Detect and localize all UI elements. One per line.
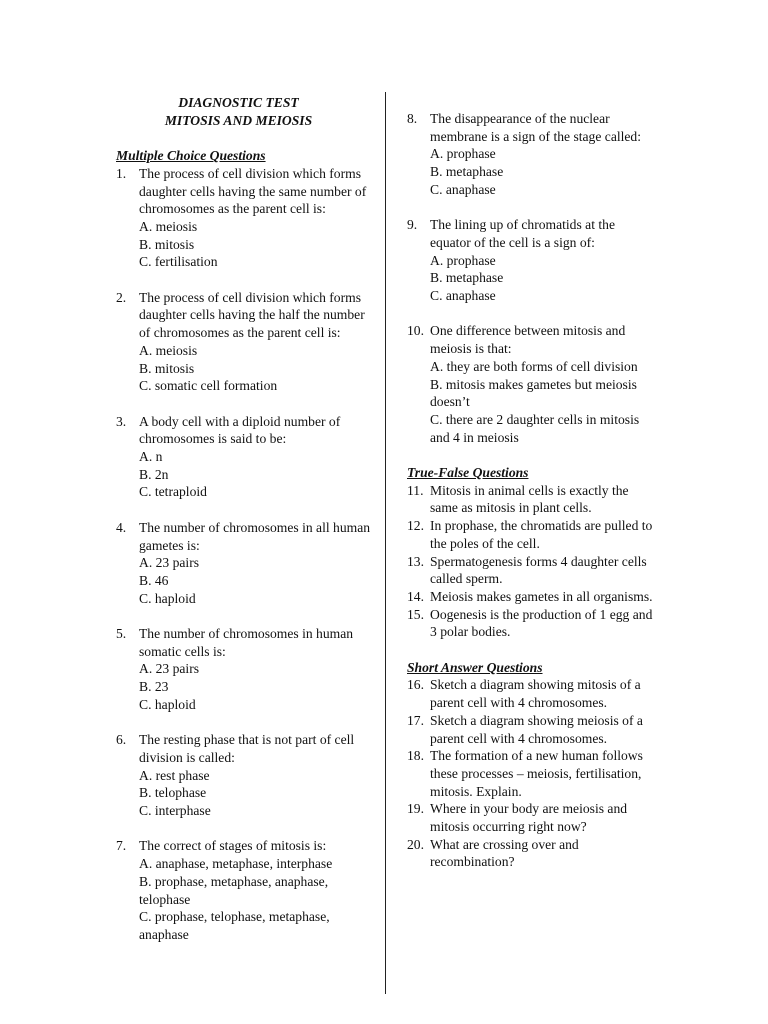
- question-number: 3.: [116, 413, 127, 429]
- question-number: 8.: [407, 111, 418, 126]
- question-9: [407, 216, 657, 305]
- question-number: 16.: [407, 677, 424, 693]
- question-number: 1.: [116, 165, 127, 181]
- question-13: [407, 553, 657, 588]
- question-text: In prophase, the chromatids are pulled to the poles of the cell.: [430, 518, 653, 551]
- question-17: [407, 712, 657, 747]
- option-a: A. prophase: [430, 146, 496, 162]
- question-number: 17.: [407, 712, 424, 728]
- question-16: [407, 676, 657, 711]
- option-c: C. anaphase: [430, 181, 496, 197]
- question-15: [407, 606, 657, 641]
- question-number: 11.: [407, 482, 424, 498]
- option-a: A. anaphase, metaphase, interphase: [139, 856, 333, 872]
- question-number: 7.: [116, 838, 127, 854]
- question-18: [407, 747, 657, 800]
- question-8: [407, 110, 657, 199]
- left-column: [116, 94, 374, 944]
- option-c: C. anaphase: [430, 288, 496, 304]
- question-text: The correct of stages of mitosis is:: [139, 838, 327, 854]
- test-title: [116, 94, 361, 129]
- question-text: Sketch a diagram showing mitosis of a parent cell with 4 chromosomes.: [430, 677, 641, 711]
- option-a: A. meiosis: [139, 342, 198, 358]
- option-b: B. 23: [139, 679, 169, 695]
- option-a: A. rest phase: [139, 767, 210, 783]
- option-c: C. prophase, telophase, metaphase, anaphase: [139, 909, 330, 942]
- question-number: 15.: [407, 606, 424, 622]
- question-19: [407, 800, 657, 835]
- question-10: [407, 322, 657, 446]
- question-7: [116, 837, 374, 943]
- question-text: The lining up of chromatids at the equator of the cell is a sign of:: [430, 217, 615, 250]
- question-number: 14.: [407, 588, 424, 604]
- option-b: B. 2n: [139, 466, 169, 482]
- option-a: A. n: [139, 449, 163, 465]
- question-number: 6.: [116, 732, 127, 748]
- sa-heading: Short Answer Questions: [407, 659, 543, 675]
- question-1: [116, 165, 374, 271]
- option-b: B. mitosis makes gametes but meiosis doesn’t: [430, 376, 637, 410]
- title-line-1: DIAGNOSTIC TEST: [178, 95, 299, 110]
- mc-heading: Multiple Choice Questions: [116, 148, 266, 164]
- question-14: [407, 588, 657, 606]
- option-c: C. haploid: [139, 590, 196, 606]
- option-c: C. interphase: [139, 803, 211, 819]
- question-text: One difference between mitosis and meiosis is that:: [430, 323, 626, 357]
- question-number: 19.: [407, 801, 424, 817]
- option-c: C. fertilisation: [139, 254, 218, 270]
- option-b: B. telophase: [139, 785, 207, 801]
- option-b: B. metaphase: [430, 270, 504, 286]
- option-a: A. 23 pairs: [139, 555, 200, 571]
- question-12: [407, 517, 657, 552]
- column-divider: [385, 92, 386, 994]
- option-b: B. 46: [139, 572, 169, 588]
- option-a: A. they are both forms of cell division: [430, 358, 638, 374]
- question-4: [116, 519, 374, 608]
- question-number: 18.: [407, 748, 424, 764]
- option-c: C. tetraploid: [139, 484, 207, 500]
- question-3: [116, 413, 374, 502]
- question-11: [407, 482, 657, 517]
- question-text: The number of chromosomes in human somatic cells is:: [139, 626, 354, 659]
- question-text: The resting phase that is not part of cell division is called:: [139, 732, 355, 765]
- question-number: 10.: [407, 323, 424, 339]
- question-text: Meiosis makes gametes in all organisms.: [430, 588, 653, 604]
- option-b: B. mitosis: [139, 236, 195, 252]
- question-text: What are crossing over and recombination?: [430, 836, 579, 870]
- option-c: C. haploid: [139, 696, 196, 712]
- question-text: Where in your body are meiosis and mitosis occurring right now?: [430, 801, 628, 835]
- question-6: [116, 731, 374, 820]
- option-b: B. metaphase: [430, 164, 504, 180]
- option-b: B. mitosis: [139, 360, 195, 376]
- option-a: A. meiosis: [139, 218, 198, 234]
- question-20: [407, 836, 657, 871]
- question-5: [116, 625, 374, 714]
- question-text: Mitosis in animal cells is exactly the same as mitosis in plant cells.: [430, 482, 629, 516]
- question-text: The process of cell division which forms daughter cells having the same number of chromosomes as the parent cell is:: [139, 165, 367, 217]
- question-text: The formation of a new human follows these processes – meiosis, fertilisation, mitosis. Explain.: [430, 748, 643, 799]
- option-c: C. there are 2 daughter cells in mitosis and 4 in meiosis: [430, 411, 640, 445]
- option-a: A. prophase: [430, 252, 496, 268]
- title-line-2: MITOSIS AND MEIOSIS: [164, 112, 313, 128]
- question-number: 4.: [116, 519, 127, 535]
- question-text: A body cell with a diploid number of chromosomes is said to be:: [139, 413, 341, 447]
- option-c: C. somatic cell formation: [139, 378, 278, 394]
- question-text: The disappearance of the nuclear membrane is a sign of the stage called:: [430, 111, 642, 144]
- question-number: 20.: [407, 836, 424, 852]
- question-text: Sketch a diagram showing meiosis of a parent cell with 4 chromosomes.: [430, 712, 643, 746]
- question-text: Oogenesis is the production of 1 egg and 3 polar bodies.: [430, 606, 653, 640]
- option-a: A. 23 pairs: [139, 661, 200, 677]
- question-number: 5.: [116, 626, 127, 642]
- option-b: B. prophase, metaphase, anaphase, telophase: [139, 873, 329, 907]
- tf-heading: True-False Questions: [407, 465, 529, 481]
- question-2: [116, 289, 374, 395]
- question-number: 2.: [116, 289, 127, 305]
- question-text: The process of cell division which forms daughter cells having the half the number of chromosomes as the parent cell is:: [139, 289, 365, 341]
- question-text: The number of chromosomes in all human gametes is:: [139, 519, 371, 553]
- question-number: 13.: [407, 553, 424, 569]
- question-number: 9.: [407, 217, 418, 233]
- question-text: Spermatogenesis forms 4 daughter cells called sperm.: [430, 553, 647, 587]
- question-number: 12.: [407, 518, 424, 534]
- right-column: [407, 110, 657, 871]
